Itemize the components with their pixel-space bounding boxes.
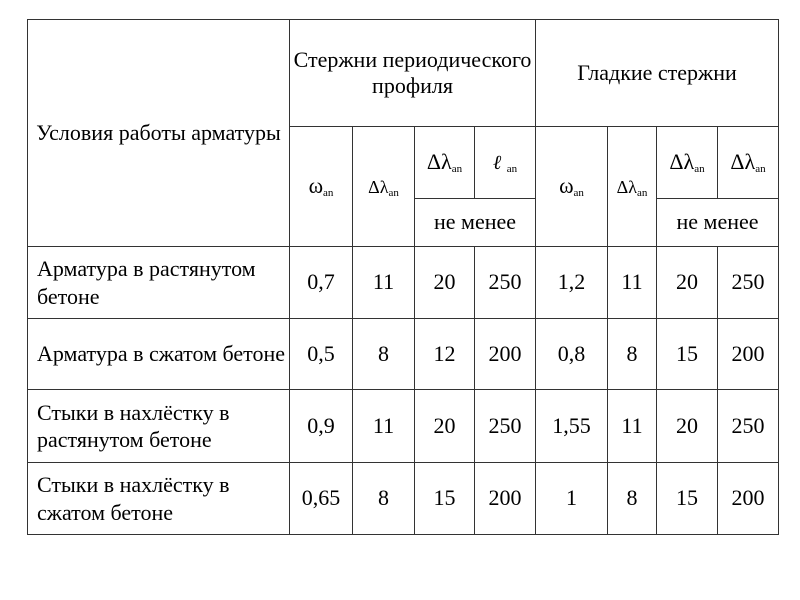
reinforcement-anchorage-table [27, 19, 779, 535]
table-cell: 20 [415, 247, 475, 319]
subscript: an [573, 186, 584, 199]
row-label: Стыки в нахлёстку в сжатом бетоне [28, 463, 290, 535]
table-cell: 0,9 [290, 390, 353, 463]
header-group-smooth: Гладкие стержни [536, 20, 779, 127]
table-cell: 8 [353, 463, 415, 535]
delta-lambda-symbol: Δλ [616, 176, 637, 197]
table-cell: 15 [657, 463, 718, 535]
delta-lambda-symbol: Δλ [730, 148, 756, 174]
delta-lambda-symbol: Δλ [669, 148, 695, 174]
table-cell: 250 [718, 390, 779, 463]
row-label: Стыки в нахлёстку в растянутом бетоне [28, 390, 290, 463]
table-cell: 11 [608, 390, 657, 463]
table-cell: 250 [475, 390, 536, 463]
table-row [28, 247, 779, 319]
row-label: Арматура в растянутом бетоне [28, 247, 290, 319]
table-cell: 250 [475, 247, 536, 319]
table-cell: 0,65 [290, 463, 353, 535]
subscript: an [451, 162, 463, 175]
table-cell: 11 [608, 247, 657, 319]
table-cell: 0,5 [290, 319, 353, 390]
table-cell: 8 [608, 463, 657, 535]
header-delta-lambda-an-smooth-3 [718, 127, 779, 199]
table-cell: 15 [657, 319, 718, 390]
ell-symbol: ℓ [492, 149, 502, 174]
table-cell: 12 [415, 319, 475, 390]
omega-symbol: ω [559, 172, 574, 198]
subscript: an [694, 162, 705, 175]
header-delta-lambda-an-periodic-2 [415, 127, 475, 199]
header-row-groups [28, 20, 779, 127]
table-cell: 20 [657, 390, 718, 463]
header-delta-lambda-an-smooth-2 [657, 127, 718, 199]
subscript: an [636, 186, 648, 199]
header-group-periodic: Стержни периодического профиля [290, 20, 536, 127]
table-cell: 0,7 [290, 247, 353, 319]
table-cell: 1,55 [536, 390, 608, 463]
table-cell: 20 [415, 390, 475, 463]
table-cell: 20 [657, 247, 718, 319]
table-cell: 250 [718, 247, 779, 319]
header-omega-an-periodic [290, 127, 353, 247]
table-row [28, 390, 779, 463]
table-row [28, 463, 779, 535]
row-label: Арматура в сжатом бетоне [28, 319, 290, 390]
table-cell: 15 [415, 463, 475, 535]
table-cell: 1,2 [536, 247, 608, 319]
delta-lambda-symbol: Δλ [368, 176, 389, 197]
header-omega-an-smooth [536, 127, 608, 247]
subscript: an [323, 186, 334, 199]
header-not-less-smooth: не менее [657, 199, 779, 247]
table-cell: 200 [475, 463, 536, 535]
omega-symbol: ω [308, 172, 324, 198]
header-not-less-periodic: не менее [415, 199, 536, 247]
table-cell: 11 [353, 247, 415, 319]
header-delta-lambda-an-smooth [608, 127, 657, 247]
table-cell: 200 [718, 463, 779, 535]
header-conditions: Условия работы арматуры [28, 20, 290, 247]
table-cell: 1 [536, 463, 608, 535]
table-cell: 200 [718, 319, 779, 390]
table-cell: 0,8 [536, 319, 608, 390]
header-ell-an-periodic [475, 127, 536, 199]
table-row [28, 319, 779, 390]
table-cell: 200 [475, 319, 536, 390]
delta-lambda-symbol: Δλ [426, 148, 452, 174]
subscript: an [755, 162, 766, 175]
table-cell: 8 [608, 319, 657, 390]
subscript: an [506, 162, 518, 175]
header-delta-lambda-an-periodic [353, 127, 415, 247]
subscript: an [388, 186, 399, 199]
table-cell: 11 [353, 390, 415, 463]
table-cell: 8 [353, 319, 415, 390]
